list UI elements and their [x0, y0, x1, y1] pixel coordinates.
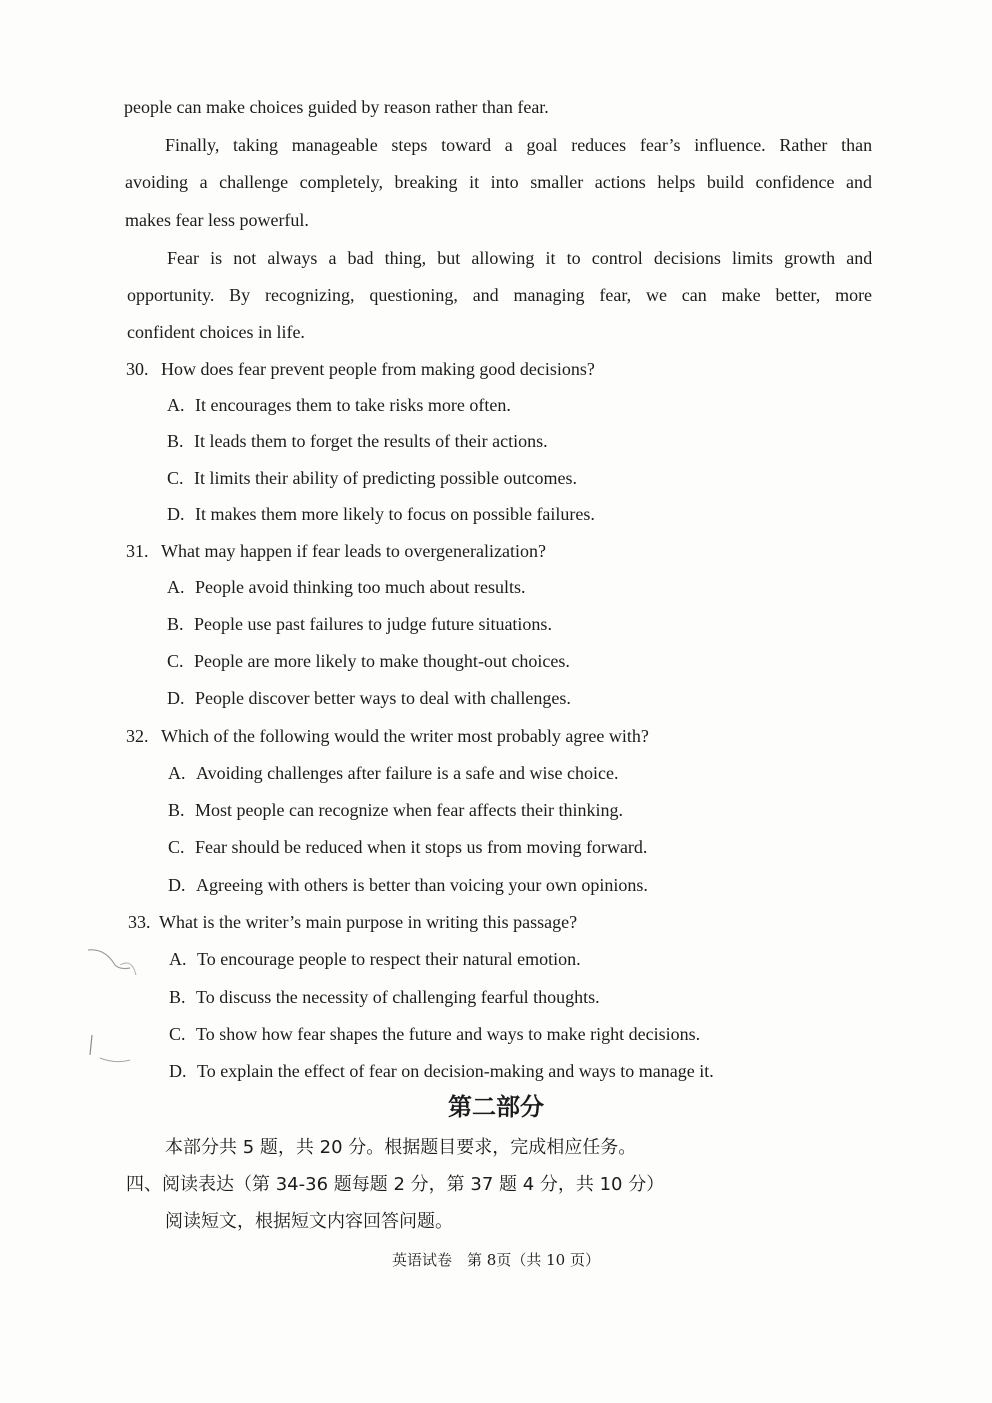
- question-33: [128, 911, 577, 933]
- question-text: How does fear prevent people from making good decisions?: [161, 359, 595, 379]
- option-text: People are more likely to make thought-out choices.: [194, 651, 570, 671]
- question-number: 30.: [126, 359, 149, 379]
- option-text: Fear should be reduced when it stops us from moving forward.: [195, 837, 648, 857]
- option-text: To encourage people to respect their natural emotion.: [197, 949, 581, 969]
- question-number: 33.: [128, 912, 151, 932]
- option-letter: B.: [168, 800, 185, 820]
- question-30: [126, 358, 595, 380]
- section-title: 四、阅读表达（第 34-36 题每题 2 分，第 37 题 4 分，共 10 分）: [126, 1174, 665, 1195]
- option-33-d: [169, 1060, 714, 1082]
- option-letter: A.: [168, 763, 186, 783]
- option-text: It leads them to forget the results of their actions.: [194, 431, 548, 451]
- option-letter: C.: [167, 468, 184, 488]
- option-letter: A.: [167, 577, 185, 597]
- question-number: 31.: [126, 541, 149, 561]
- question-text: What may happen if fear leads to overgeneralization?: [161, 541, 546, 561]
- part-intro: 本部分共 5 题，共 20 分。根据题目要求，完成相应任务。: [165, 1137, 637, 1158]
- option-text: Avoiding challenges after failure is a safe and wise choice.: [196, 763, 619, 783]
- option-letter: D.: [168, 875, 186, 895]
- question-text: What is the writer’s main purpose in writing this passage?: [159, 912, 578, 932]
- option-text: To discuss the necessity of challenging fearful thoughts.: [196, 987, 600, 1007]
- option-letter: B.: [167, 431, 184, 451]
- passage-line: people can make choices guided by reason rather than fear.: [124, 97, 549, 117]
- option-32-a: [168, 762, 619, 784]
- page-footer: 英语试卷 第 8页（共 10 页）: [392, 1251, 600, 1269]
- option-letter: C.: [168, 837, 185, 857]
- question-text: Which of the following would the writer most probably agree with?: [161, 726, 649, 746]
- option-30-d: [167, 503, 595, 525]
- option-text: It makes them more likely to focus on possible failures.: [195, 504, 595, 524]
- option-31-a: [167, 576, 525, 598]
- option-letter: D.: [167, 688, 185, 708]
- option-letter: A.: [169, 949, 187, 969]
- option-33-a: [169, 948, 581, 970]
- part-heading: 第二部分: [448, 1093, 544, 1121]
- option-30-c: [167, 467, 577, 489]
- option-30-b: [167, 430, 548, 452]
- option-32-c: [168, 836, 647, 858]
- passage-line: confident choices in life.: [127, 322, 305, 342]
- option-letter: B.: [167, 614, 184, 634]
- question-32: [126, 725, 649, 747]
- section-instruction: 阅读短文，根据短文内容回答问题。: [165, 1211, 453, 1232]
- option-letter: D.: [167, 504, 185, 524]
- pencil-mark-icon: [70, 940, 150, 1070]
- option-31-b: [167, 613, 552, 635]
- passage-line: opportunity. By recognizing, questioning, and managing fear, we can make better, more: [127, 285, 873, 305]
- option-text: It encourages them to take risks more often.: [195, 395, 511, 415]
- option-text: It limits their ability of predicting possible outcomes.: [194, 468, 577, 488]
- option-text: To explain the effect of fear on decision-making and ways to manage it.: [197, 1061, 714, 1081]
- option-31-c: [167, 650, 570, 672]
- option-letter: D.: [169, 1061, 187, 1081]
- option-letter: A.: [167, 395, 185, 415]
- option-32-b: [168, 799, 623, 821]
- option-text: People discover better ways to deal with challenges.: [195, 688, 571, 708]
- option-text: People use past failures to judge future situations.: [194, 614, 552, 634]
- option-letter: B.: [169, 987, 186, 1007]
- option-30-a: [167, 394, 511, 416]
- option-letter: C.: [167, 651, 184, 671]
- option-33-c: [169, 1023, 700, 1045]
- question-number: 32.: [126, 726, 149, 746]
- passage-line: Fear is not always a bad thing, but allowing it to control decisions limits growth and: [167, 248, 873, 268]
- option-text: Agreeing with others is better than voicing your own opinions.: [196, 875, 648, 895]
- option-33-b: [169, 986, 600, 1008]
- option-32-d: [168, 874, 648, 896]
- option-text: People avoid thinking too much about results.: [195, 577, 526, 597]
- passage-line: Finally, taking manageable steps toward a goal reduces fear’s influence. Rather than: [165, 135, 873, 155]
- question-31: [126, 540, 546, 562]
- option-text: To show how fear shapes the future and ways to make right decisions.: [196, 1024, 701, 1044]
- option-letter: C.: [169, 1024, 186, 1044]
- passage-line: makes fear less powerful.: [125, 210, 309, 230]
- passage-line: avoiding a challenge completely, breaking it into smaller actions helps build confidence and: [125, 172, 872, 192]
- option-text: Most people can recognize when fear affects their thinking.: [195, 800, 624, 820]
- option-31-d: [167, 687, 571, 709]
